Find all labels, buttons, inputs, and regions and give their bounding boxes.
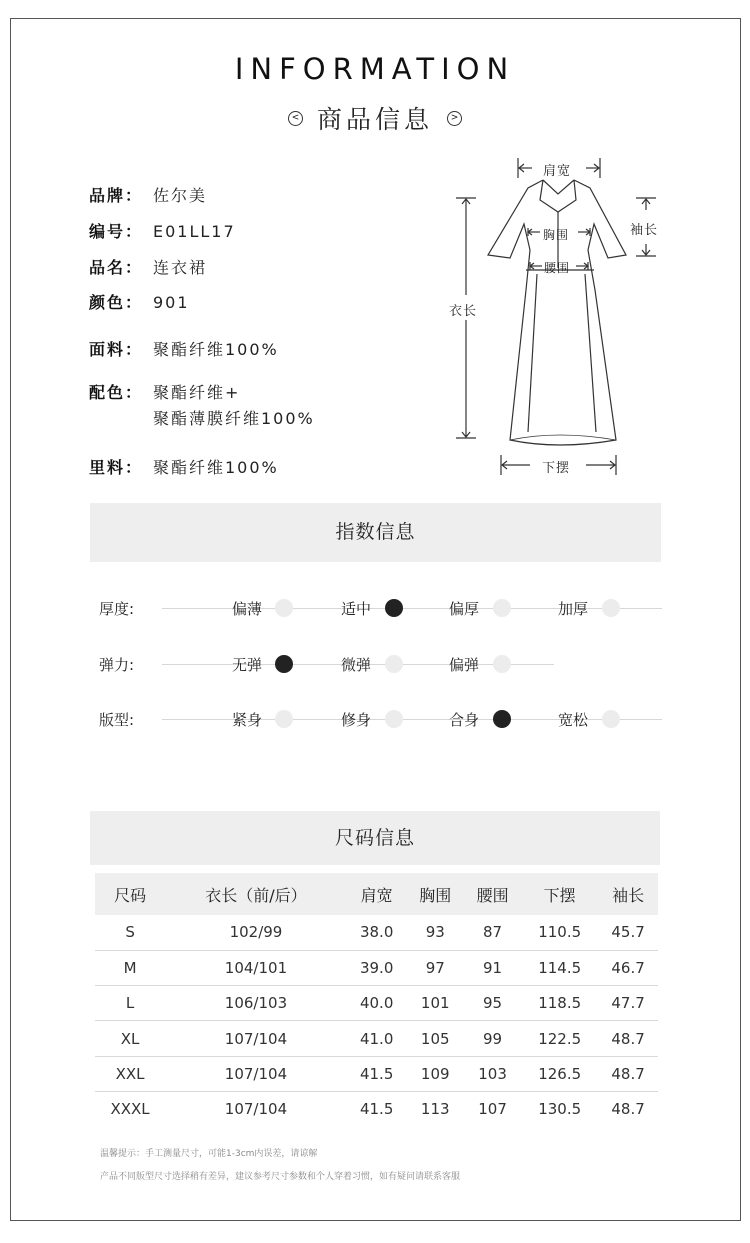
option-label: 适中 (341, 600, 372, 618)
spec-color (89, 290, 190, 316)
column-header: 衣长（前/后） (165, 873, 347, 915)
spec-brand (89, 183, 207, 209)
spec-key: 颜色： (89, 293, 144, 312)
table-cell: 41.5 (347, 1056, 407, 1091)
option-dot (602, 710, 620, 728)
option-label: 修身 (341, 711, 372, 729)
spec-code (89, 219, 236, 245)
left-arrow-icon: < (288, 111, 303, 126)
spec-key: 品名： (89, 258, 144, 277)
table-cell: 97 (407, 950, 464, 985)
table-cell: XXXL (110, 1100, 150, 1119)
shoulder-label: 肩宽 (543, 164, 572, 179)
column-header: 腰围 (464, 873, 521, 915)
table-cell: 48.7 (598, 1021, 658, 1056)
hem-label: 下摆 (542, 461, 571, 476)
table-cell: 130.5 (538, 1100, 582, 1119)
table-cell: 46.7 (598, 950, 658, 985)
option-dot (385, 655, 403, 673)
option-dot-selected (385, 599, 403, 617)
option-label: 无弹 (232, 656, 263, 674)
table-cell: 126.5 (521, 1056, 598, 1091)
option-dot-selected (493, 710, 511, 728)
option-label: 微弹 (341, 656, 372, 674)
option-label: 偏厚 (449, 600, 480, 618)
table-cell: 93 (407, 915, 464, 950)
spec-value (153, 380, 315, 432)
option-label: 合身 (449, 711, 480, 729)
column-header: 下摆 (521, 873, 598, 915)
column-header: 尺码 (95, 873, 165, 915)
chest-label: 胸围 (543, 228, 570, 242)
table-cell: XL (95, 1021, 165, 1056)
table-cell: 107/104 (165, 1021, 347, 1056)
column-header: 肩宽 (347, 873, 407, 915)
table-row (95, 1056, 658, 1091)
table-row (95, 986, 658, 1021)
spec-value: 901 (153, 293, 190, 312)
table-row (95, 1021, 658, 1056)
spec-value-line2: 聚酯薄膜纤维100% (153, 409, 315, 428)
spec-value-line1: 聚酯纤维+ (153, 383, 241, 402)
size-section-title: 尺码信息 (90, 811, 660, 865)
option-dot (275, 710, 293, 728)
spec-key: 面料： (89, 340, 144, 359)
index-row-label: 版型: (99, 711, 135, 729)
table-cell: 38.0 (347, 915, 407, 950)
spec-key: 编号： (89, 222, 144, 241)
option-label: 紧身 (232, 711, 263, 729)
table-cell: 114.5 (521, 950, 598, 985)
spec-fabric (89, 337, 279, 363)
note-line-2: 产品不同版型尺寸选择稍有差异，建议参考尺寸参数和个人穿着习惯，如有疑问请联系客服 (100, 1172, 461, 1182)
size-table (95, 873, 658, 1127)
index-row-elasticity (90, 652, 665, 676)
table-cell: 91 (464, 950, 521, 985)
table-cell: 103 (464, 1056, 521, 1091)
table-header-row (95, 873, 658, 915)
spec-trim (89, 380, 315, 432)
table-cell: 95 (464, 986, 521, 1021)
option-dot (275, 599, 293, 617)
table-cell: 118.5 (521, 986, 598, 1021)
sleeve-label: 袖长 (630, 223, 659, 238)
table-cell: 99 (464, 1021, 521, 1056)
title-english: INFORMATION (234, 52, 516, 86)
index-row-fit (90, 707, 665, 731)
index-section-title: 指数信息 (90, 503, 661, 562)
table-cell: 47.7 (598, 986, 658, 1021)
table-cell: 106/103 (165, 986, 347, 1021)
spec-value: 佐尔美 (153, 186, 208, 205)
index-row-label: 弹力: (99, 656, 135, 674)
table-cell: 122.5 (521, 1021, 598, 1056)
table-cell: M (95, 950, 165, 985)
spec-key: 品牌： (89, 186, 144, 205)
table-cell: 107/104 (224, 1100, 288, 1119)
spec-value: 聚酯纤维100% (153, 340, 279, 359)
table-cell: S (95, 915, 165, 950)
waist-label: 腰围 (544, 261, 571, 275)
table-cell: 104/101 (165, 950, 347, 985)
spec-value: 聚酯纤维100% (153, 458, 279, 477)
table-row (95, 1091, 658, 1126)
table-cell: 102/99 (165, 915, 347, 950)
option-label: 宽松 (558, 711, 589, 729)
table-cell: 101 (407, 986, 464, 1021)
option-dot (385, 710, 403, 728)
table-cell: 41.5 (359, 1100, 394, 1119)
option-label: 偏弹 (449, 656, 480, 674)
table-row (95, 950, 658, 985)
table-cell: 113 (420, 1100, 450, 1119)
right-arrow-icon: > (447, 111, 462, 126)
option-dot (493, 599, 511, 617)
length-label: 衣长 (449, 304, 478, 319)
table-cell: L (95, 986, 165, 1021)
spec-name (89, 255, 207, 281)
dress-diagram (440, 150, 670, 485)
table-cell: 109 (407, 1056, 464, 1091)
title-chinese (0, 100, 750, 136)
table-cell: 48.7 (598, 1056, 658, 1091)
table-cell: 48.7 (611, 1100, 645, 1119)
table-cell: 40.0 (347, 986, 407, 1021)
spec-value: E01LL17 (153, 222, 236, 241)
option-label: 偏薄 (232, 600, 263, 618)
index-row-label: 厚度: (99, 600, 135, 618)
column-header: 袖长 (598, 873, 658, 915)
table-cell: 41.0 (347, 1021, 407, 1056)
option-dot-selected (275, 655, 293, 673)
index-row-thickness (90, 596, 665, 620)
spec-value: 连衣裙 (153, 258, 208, 277)
table-cell: 105 (407, 1021, 464, 1056)
table-cell: 110.5 (521, 915, 598, 950)
note-line-1: 温馨提示：手工测量尺寸，可能1-3cm内误差，请谅解 (100, 1149, 318, 1159)
table-row (95, 915, 658, 950)
table-cell: 87 (464, 915, 521, 950)
table-cell: XXL (95, 1056, 165, 1091)
table-cell: 107/104 (165, 1056, 347, 1091)
table-cell: 107 (478, 1100, 507, 1119)
spec-key: 配色： (89, 383, 144, 402)
column-header: 胸围 (407, 873, 464, 915)
table-cell: 45.7 (598, 915, 658, 950)
spec-key: 里料： (89, 458, 144, 477)
table-cell: 39.0 (347, 950, 407, 985)
option-label: 加厚 (558, 600, 589, 618)
option-dot (493, 655, 511, 673)
option-dot (602, 599, 620, 617)
spec-lining (89, 455, 279, 481)
title-chinese-text: 商品信息 (316, 105, 433, 134)
